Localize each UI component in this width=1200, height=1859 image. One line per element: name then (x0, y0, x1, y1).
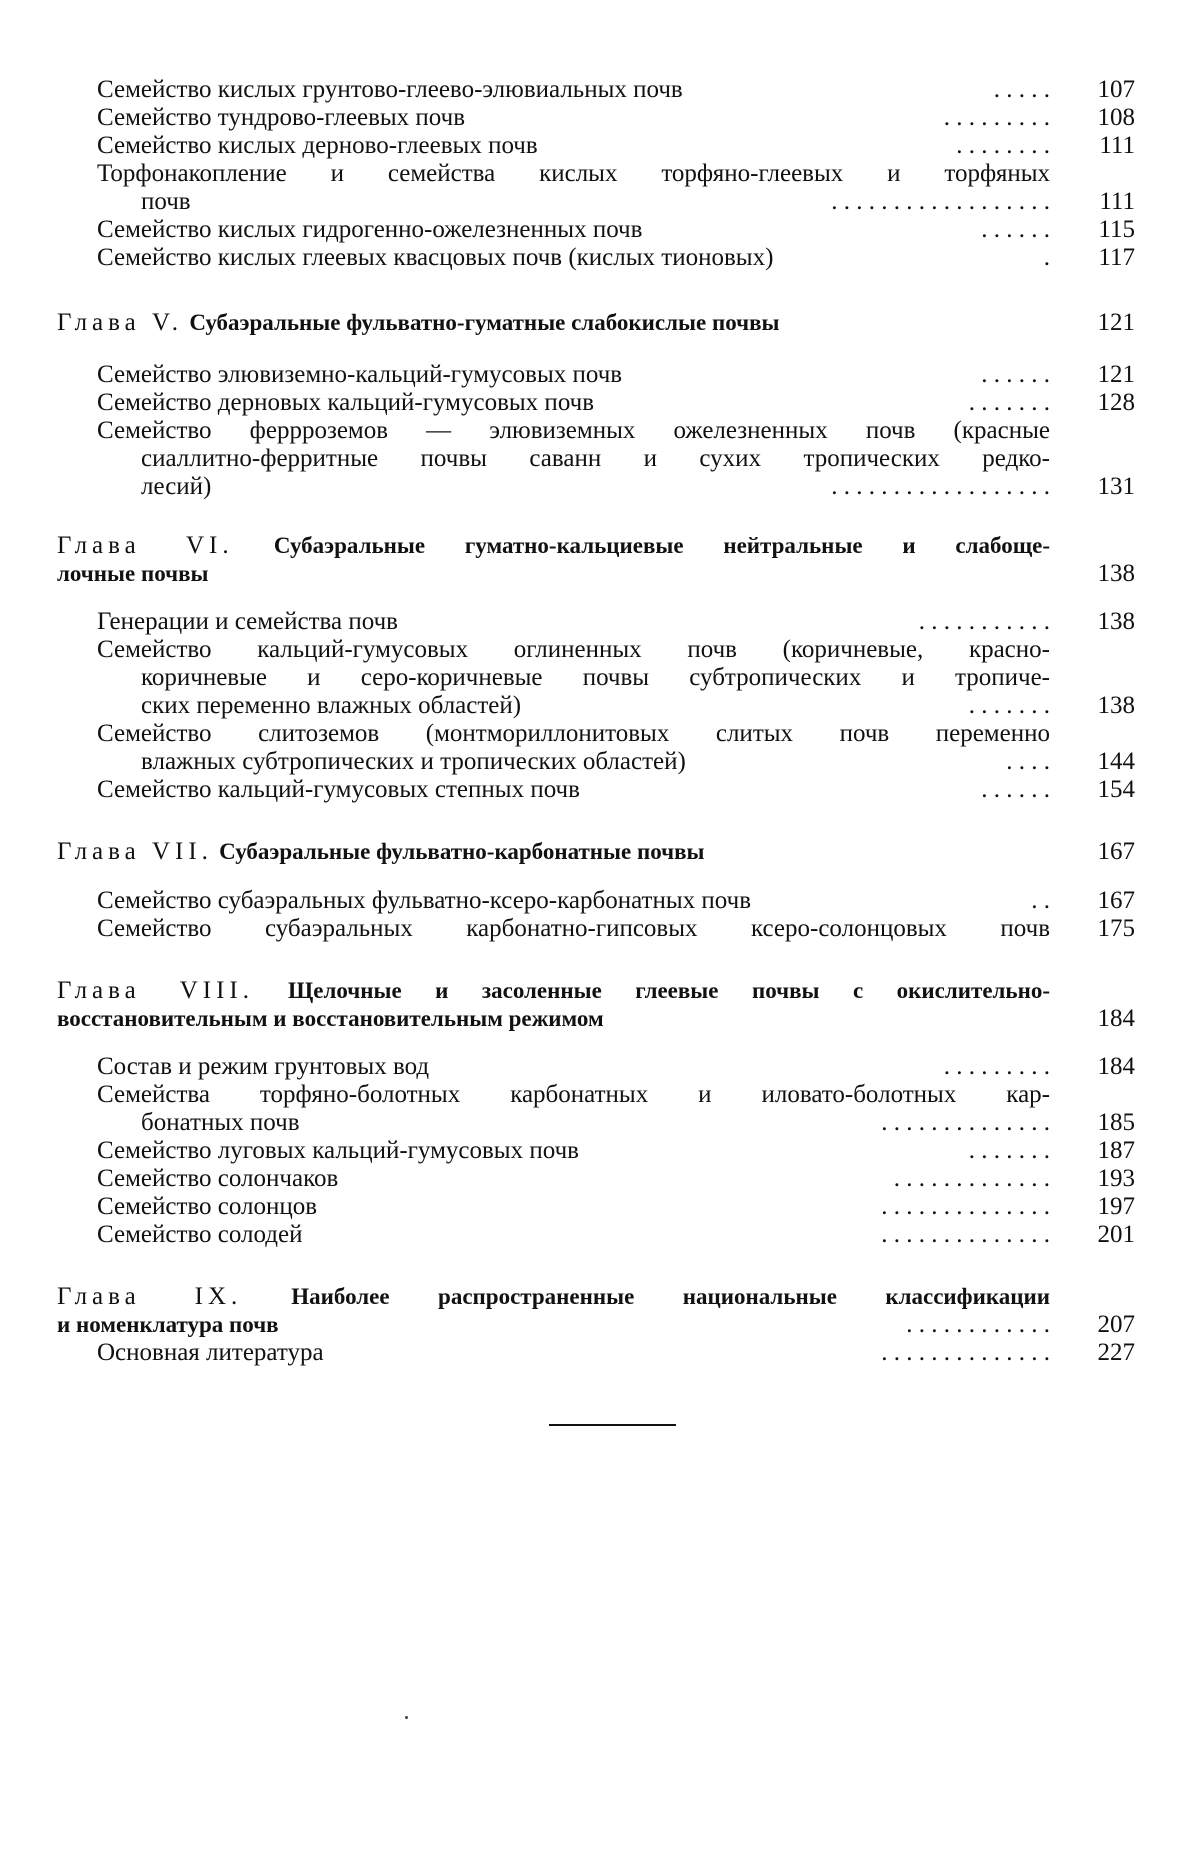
leader-dots: . . . . . . . . . . . . . . (881, 1339, 1050, 1366)
toc-entry (97, 608, 1050, 636)
leader-dots: . . . . . . (981, 361, 1050, 388)
page-number: 187 (1097, 1137, 1135, 1164)
page-number: 207 (1097, 1311, 1135, 1338)
chapter-title: Наиболее распространенные национальные классификации (291, 1284, 1050, 1309)
chapter-heading (57, 1283, 1050, 1311)
chapter-title: и номенклатура почв (57, 1312, 279, 1337)
page-number: 227 (1097, 1339, 1135, 1366)
entry-text: Семейство дерновых кальций-гумусовых почв (97, 389, 595, 416)
leader-dots: . . . . . . . . . . . . . . (881, 1109, 1050, 1136)
leader-dots: . . . . . . . . . (943, 1053, 1050, 1080)
chapter-title: Щелочные и засоленные глеевые почвы с окислительно- (287, 978, 1050, 1003)
chapter-heading (57, 309, 1050, 337)
leader-dots: . . . . . . . (968, 692, 1050, 719)
end-rule (549, 1424, 676, 1426)
toc-entry (97, 1193, 1050, 1221)
toc-entry (97, 389, 1050, 417)
entry-text: почв (141, 188, 191, 215)
leader-dots: . . . . (1006, 748, 1050, 775)
entry-text: Семейство кислых гидрогенно-ожелезненных почв (97, 216, 643, 243)
entry-text: Генерации и семейства почв (97, 608, 398, 635)
chapter-heading (57, 838, 1050, 866)
chapter-title: лочные почвы (57, 561, 209, 586)
page-number: 138 (1097, 608, 1135, 635)
page-number: 167 (1097, 887, 1135, 914)
entry-text: Семейство кислых грунтово-глеево-элювиальных почв (97, 76, 683, 103)
page-number: 128 (1097, 389, 1135, 416)
page-number: 193 (1097, 1165, 1135, 1192)
leader-dots: . . . . . . . . . . . . . . (881, 1193, 1050, 1220)
toc-entry (97, 76, 1050, 104)
toc-entry (97, 1137, 1050, 1165)
entry-text: Семейство солодей (97, 1221, 303, 1248)
leader-dots: . . . . . . . . (956, 132, 1050, 159)
entry-text: Семейство кислых дерново-глеевых почв (97, 132, 538, 159)
toc-entry-continuation (141, 748, 1050, 776)
entry-text: Основная литература (97, 1339, 324, 1366)
toc-entry-continuation: коричневые и серо-коричневые почвы субтропических и тропиче- (141, 664, 1050, 691)
toc-entry (97, 104, 1050, 132)
toc-entry (97, 1053, 1050, 1081)
page-number: 121 (1097, 361, 1135, 388)
entry-text: Семейство субаэральных фульватно-ксеро-карбонатных почв (97, 887, 752, 914)
page-number: 108 (1097, 104, 1135, 131)
entry-text: Семейство кислых глеевых квасцовых почв (кислых тионовых) (97, 244, 774, 271)
entry-text: Семейство тундрово-глеевых почв (97, 104, 466, 131)
toc-entry-continuation (141, 188, 1050, 216)
entry-text: Семейство солонцов (97, 1193, 318, 1220)
toc-entry-continuation: сиаллитно-ферритные почвы саванн и сухих тропических редко- (141, 445, 1050, 472)
page-number: 184 (1097, 1053, 1135, 1080)
page-number: 184 (1097, 1005, 1135, 1032)
toc-entry (97, 216, 1050, 244)
toc-entry: Семейство кальций-гумусовых оглиненных почв (коричневые, красно- (97, 636, 1050, 663)
toc-entry: Семейства торфяно-болотных карбонатных и иловато-болотных кар- (97, 1081, 1050, 1108)
page-number: 154 (1097, 776, 1135, 803)
toc-entry: Семейство слитоземов (монтмориллонитовых слитых почв переменно (97, 720, 1050, 747)
chapter-heading-continuation (57, 1311, 1050, 1339)
leader-dots: . . . . . . . . . . . . . . (881, 1221, 1050, 1248)
page-number: 138 (1097, 692, 1135, 719)
toc-entry (97, 887, 1050, 915)
entry-text: Состав и режим грунтовых вод (97, 1053, 430, 1080)
page-number: 175 (1097, 915, 1135, 942)
leader-dots: . . . . . . . . . . . . (906, 1311, 1050, 1338)
chapter-heading (57, 532, 1050, 560)
leader-dots: . . (1031, 887, 1050, 914)
entry-text: Семейство солончаков (97, 1165, 339, 1192)
page-number: 111 (1099, 188, 1135, 215)
page-number: 111 (1099, 132, 1135, 159)
chapter-label: Глава VII. (57, 838, 213, 865)
entry-text: ских переменно влажных областей) (141, 692, 522, 719)
chapter-label: Глава IX. (57, 1283, 243, 1310)
toc-entry-continuation (141, 473, 1050, 501)
chapter-label: Глава V. (57, 309, 184, 336)
chapter-heading-continuation (57, 1005, 1050, 1033)
toc-entry-continuation (141, 1109, 1050, 1137)
entry-text: лесий) (141, 473, 212, 500)
page-number: 197 (1097, 1193, 1135, 1220)
leader-dots: . . . . . . . . . . . . . (893, 1165, 1050, 1192)
toc-entry-continuation (141, 692, 1050, 720)
chapter-title: Субаэральные фульватно-карбонатные почвы (219, 839, 705, 864)
page-number: 167 (1097, 838, 1135, 865)
page-number: 138 (1097, 560, 1135, 587)
toc-entry (97, 361, 1050, 389)
page-number: 121 (1097, 309, 1135, 336)
leader-dots: . . . . . . (981, 776, 1050, 803)
toc-entry (97, 132, 1050, 160)
toc-entry (97, 1221, 1050, 1249)
page-number: 117 (1098, 244, 1135, 271)
page-number: 185 (1097, 1109, 1135, 1136)
page-number: 131 (1097, 473, 1135, 500)
toc-entry (97, 776, 1050, 804)
chapter-title: Субаэральные гуматно-кальциевые нейтральные и слабоще- (273, 533, 1050, 558)
chapter-title: восстановительным и восстановительным режимом (57, 1006, 604, 1031)
toc-entry (97, 1339, 1050, 1367)
leader-dots: . . . . . . . (968, 389, 1050, 416)
chapter-label: Глава VI. (57, 532, 234, 559)
page-number: 144 (1097, 748, 1135, 775)
toc-entry: Семейство субаэральных карбонатно-гипсовых ксеро-солонцовых почв (97, 915, 1050, 942)
leader-dots: . . . . . . . . . (943, 104, 1050, 131)
chapter-title: Субаэральные фульватно-гуматные слабокислые почвы (189, 310, 780, 335)
toc-entry: Торфонакопление и семейства кислых торфяно-глеевых и торфяных (97, 160, 1050, 187)
chapter-heading-continuation (57, 560, 1050, 588)
leader-dots: . (1043, 244, 1050, 271)
toc-entry (97, 1165, 1050, 1193)
toc-entry (97, 244, 1050, 272)
leader-dots: . . . . . . . . . . . . . . . . . . (831, 188, 1050, 215)
entry-text: влажных субтропических и тропических областей) (141, 748, 686, 775)
entry-text: Семейство луговых кальций-гумусовых почв (97, 1137, 579, 1164)
page-number: 107 (1097, 76, 1135, 103)
page-number: 115 (1098, 216, 1135, 243)
entry-text: бонатных почв (141, 1109, 300, 1136)
leader-dots: . . . . . . . . . . . . . . . . . . (831, 473, 1050, 500)
leader-dots: . . . . . . (981, 216, 1050, 243)
entry-text: Семейство элювиземно-кальций-гумусовых почв (97, 361, 623, 388)
chapter-heading (57, 977, 1050, 1005)
page-number: 201 (1097, 1221, 1135, 1248)
leader-dots: . . . . . . . . . . . (918, 608, 1050, 635)
entry-text: Семейство кальций-гумусовых степных почв (97, 776, 580, 803)
print-speck (405, 1716, 408, 1719)
toc-entry: Семейство феррроземов — элювиземных ожелезненных почв (красные (97, 417, 1050, 444)
chapter-label: Глава VIII. (57, 977, 254, 1004)
leader-dots: . . . . . (993, 76, 1050, 103)
leader-dots: . . . . . . . (968, 1137, 1050, 1164)
